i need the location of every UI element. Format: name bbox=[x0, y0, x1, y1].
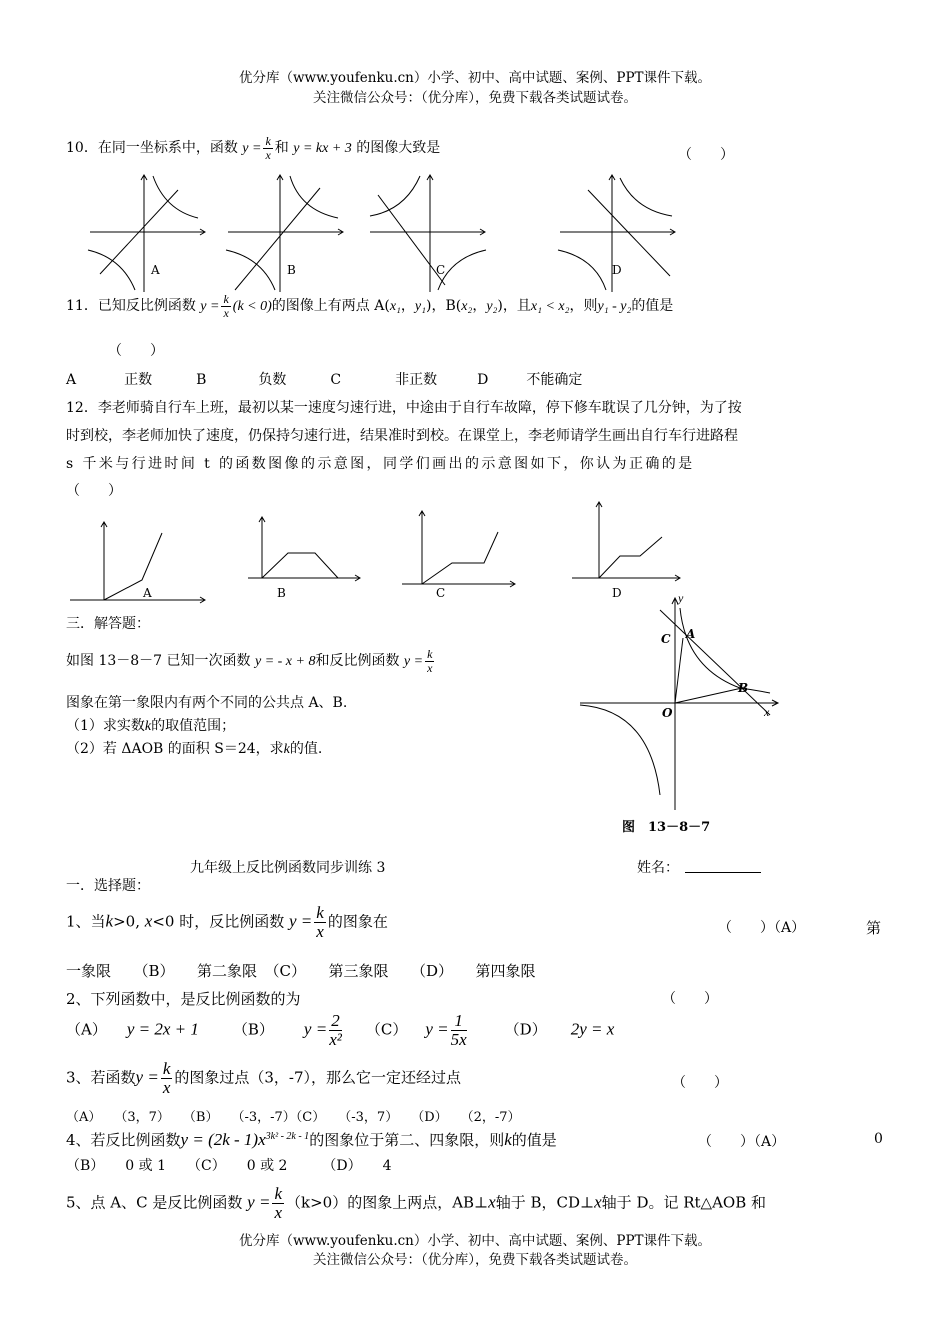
q2-answer-paren: （ ） bbox=[662, 991, 718, 1007]
q2-options: （A） y = 2x + 1 （B） y = $\frac{2}{\text{x²}}$ （C） y = $\frac{1}{5x}$ （D） 2y = x bbox=[66, 1011, 615, 1049]
q1-answer-paren: （ ）（A） bbox=[718, 920, 806, 936]
section-3-part-2: （2）若 ΔAOB 的面积 S＝24，求k的值. bbox=[66, 741, 323, 757]
section-3-intro: 如图 13－8－7 已知一次函数 y = - x + 8和反比例函数 y = $\frac{k}{x}$ bbox=[66, 647, 433, 675]
fig-label-c: C bbox=[661, 632, 671, 646]
q11-answer-paren: （ ） bbox=[108, 343, 164, 359]
training-title: 九年级上反比例函数同步训练 3 bbox=[190, 860, 386, 876]
q12-label-c: C bbox=[436, 586, 446, 600]
question-5: 5、点 A、C 是反比例函数 y = $\frac{k}{x}$ （k>0）的图象上两点，AB⊥x轴于 B，CD⊥x轴于 D。记 Rt△AOB 和 bbox=[66, 1184, 767, 1222]
fig-caption: 图 13－8－7 bbox=[622, 820, 711, 835]
q12-answer-paren: （ ） bbox=[66, 483, 122, 499]
q11-options: A 正数 B 负数 C 非正数 D 不能确定 bbox=[66, 372, 583, 388]
q4-answer-paren: （ ）（A） bbox=[698, 1134, 786, 1150]
question-3: 3、若函数y = $\frac{k}{x}$ 的图象过点（3，-7），那么它一定还经过点 bbox=[66, 1059, 462, 1097]
fig-label-a: A bbox=[686, 627, 696, 641]
q4-option-a: 0 bbox=[874, 1131, 883, 1147]
q10-label-a: A bbox=[151, 263, 160, 277]
section-3-line-2: 图象在第一象限内有两个不同的公共点 A、B. bbox=[66, 695, 348, 711]
question-4: 4、若反比例函数$y = (2k - 1)x^{3k^2 - 2k - 1}$的图象位于第二、四象限，则k的值是 bbox=[66, 1130, 557, 1149]
footer-line-1: 优分库（www.youfenku.cn）小学、初中、高中试题、案例、PPT课件下载。 bbox=[238, 1233, 712, 1249]
q1-options-line: 一象限 （B） 第二象限 （C） 第三象限 （D） 第四象限 bbox=[66, 962, 536, 980]
section-3-title: 三．解答题： bbox=[66, 616, 150, 632]
header-line-1: 优分库（www.youfenku.cn）小学、初中、高中试题、案例、PPT课件下载。 bbox=[238, 70, 712, 86]
header-line-2: 关注微信公众号：（优分库），免费下载各类试题试卷。 bbox=[313, 90, 637, 106]
q3-options: （A） （3，7） （B） （-3，-7）（C） （-3，7） （D） （2，-7） bbox=[66, 1110, 521, 1125]
q10-label-c: C bbox=[436, 263, 446, 277]
question-2: 2、下列函数中，是反比例函数的为 bbox=[66, 990, 301, 1008]
fig-line bbox=[660, 610, 770, 715]
fig-hyperbola-q1 bbox=[680, 608, 770, 693]
q12-line-1: 12．李老师骑自行车上班，最初以某一速度匀速行进，中途由于自行车故障，停下修车耽误了几分钟，为了按 bbox=[66, 400, 742, 416]
q12-line-2: 时到校，李老师加快了速度，仍保持匀速行进，结果准时到校。在课堂上，李老师请学生画出自行车行进路程 bbox=[66, 428, 738, 444]
question-10: 10．在同一坐标系中，函数 y = $\frac{k}{x}$ 和 y = kx + 3 的图像大致是 bbox=[66, 134, 441, 162]
name-label: 姓名： bbox=[637, 860, 679, 876]
q1-option-a-text: 第 bbox=[866, 919, 882, 937]
q10-answer-paren: （ ） bbox=[678, 147, 734, 163]
q3-answer-paren: （ ） bbox=[672, 1075, 728, 1091]
fig-label-x: x bbox=[764, 705, 770, 719]
section-1-title: 一．选择题： bbox=[66, 878, 150, 894]
fig-hyperbola-q3 bbox=[580, 705, 660, 795]
q12-label-d: D bbox=[612, 586, 622, 600]
q12-label-b: B bbox=[277, 586, 286, 600]
footer-line-2: 关注微信公众号：（优分库），免费下载各类试题试卷。 bbox=[313, 1252, 637, 1268]
fig-label-y: y bbox=[678, 591, 684, 605]
section-3-part-1: （1）求实数k的取值范围； bbox=[66, 718, 236, 734]
question-11: 11．已知反比例函数 y = $\frac{k}{x}$ (k < 0)的图像上有两点 A(x₁，y₁)，B(x₂，y₂)，且x₁ < x₂，则y₁ - y₂的值是 bbox=[66, 292, 674, 320]
q12-line-3: s 千米与行进时间 t 的函数图像的示意图，同学们画出的示意图如下，你认为正确的是 bbox=[66, 456, 695, 472]
q12-label-a: A bbox=[143, 586, 152, 600]
name-blank-line[interactable] bbox=[685, 872, 761, 873]
q10-label-b: B bbox=[287, 263, 296, 277]
fig-label-b: B bbox=[738, 681, 749, 695]
q10-label-d: D bbox=[612, 263, 622, 277]
q4-options-line: （B） 0 或 1 （C） 0 或 2 （D） 4 bbox=[66, 1158, 392, 1174]
fig-label-o: O bbox=[662, 706, 673, 720]
question-1: 1、当k>0, x<0 时，反比例函数 y = $\frac{k}{x}$ 的图象在 bbox=[66, 903, 388, 941]
